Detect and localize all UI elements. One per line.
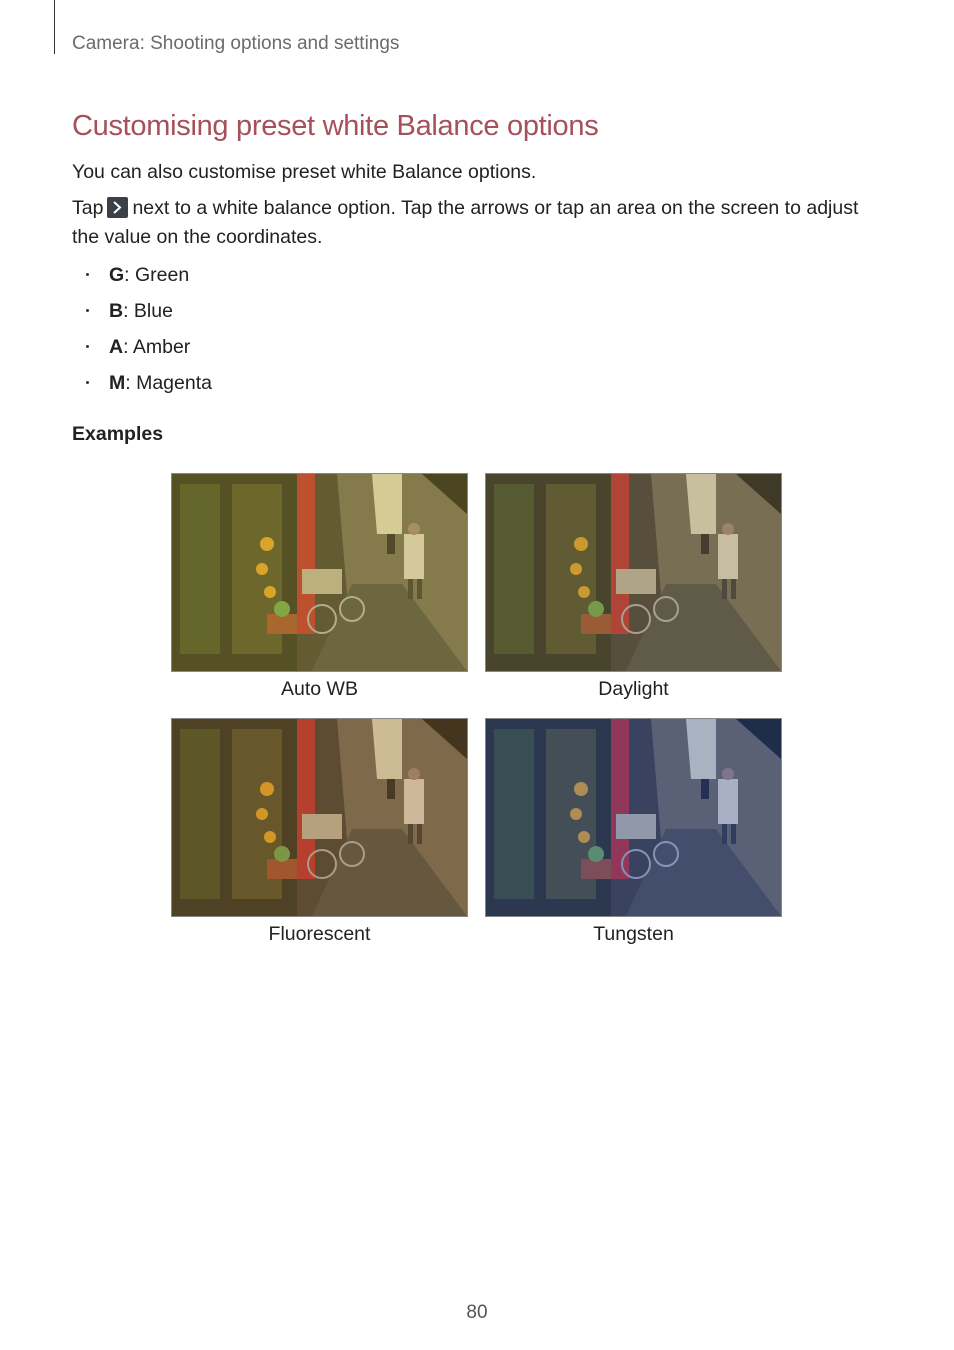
running-header: Camera: Shooting options and settings [72, 33, 400, 54]
bullet-dot [86, 309, 89, 312]
list-item-value: : Blue [123, 300, 173, 322]
list-item-value: : Magenta [125, 372, 212, 394]
page-number: 80 [466, 1302, 488, 1323]
coordinate-list [84, 261, 212, 405]
list-item-value: : Green [124, 264, 190, 286]
intro-paragraph: You can also customise preset white Balance options. [72, 161, 537, 183]
street-scene-image [172, 719, 467, 916]
example-photo-tungsten [485, 718, 782, 917]
list-item-key: A [109, 336, 124, 358]
chevron-right-icon [107, 197, 128, 218]
example-caption: Tungsten [593, 923, 674, 945]
list-item-key: B [109, 300, 124, 322]
tap-text-after: next to a white balance option. Tap the arrows or tap an area on the screen to adjust the value on the coordinates. [72, 197, 859, 248]
list-item-key: M [109, 372, 126, 394]
example-caption: Daylight [598, 678, 669, 700]
example-photo-auto-wb [171, 473, 468, 672]
examples-heading: Examples [72, 423, 164, 445]
tap-paragraph [72, 194, 872, 252]
example-caption: Auto WB [281, 678, 358, 700]
street-scene-image [486, 474, 781, 671]
example-photo-fluorescent [171, 718, 468, 917]
tap-text-before: Tap [72, 197, 104, 219]
margin-rule [54, 0, 55, 54]
list-item-value: : Amber [123, 336, 191, 358]
list-item [84, 261, 212, 297]
list-item [84, 297, 212, 333]
street-scene-image [172, 474, 467, 671]
example-caption: Fluorescent [268, 923, 371, 945]
list-item [84, 369, 212, 405]
list-item-key: G [109, 264, 125, 286]
bullet-dot [86, 345, 89, 348]
bullet-dot [86, 273, 89, 276]
example-photo-daylight [485, 473, 782, 672]
street-scene-image [486, 719, 781, 916]
page-title: Customising preset white Balance options [72, 110, 599, 142]
list-item [84, 333, 212, 369]
bullet-dot [86, 381, 89, 384]
